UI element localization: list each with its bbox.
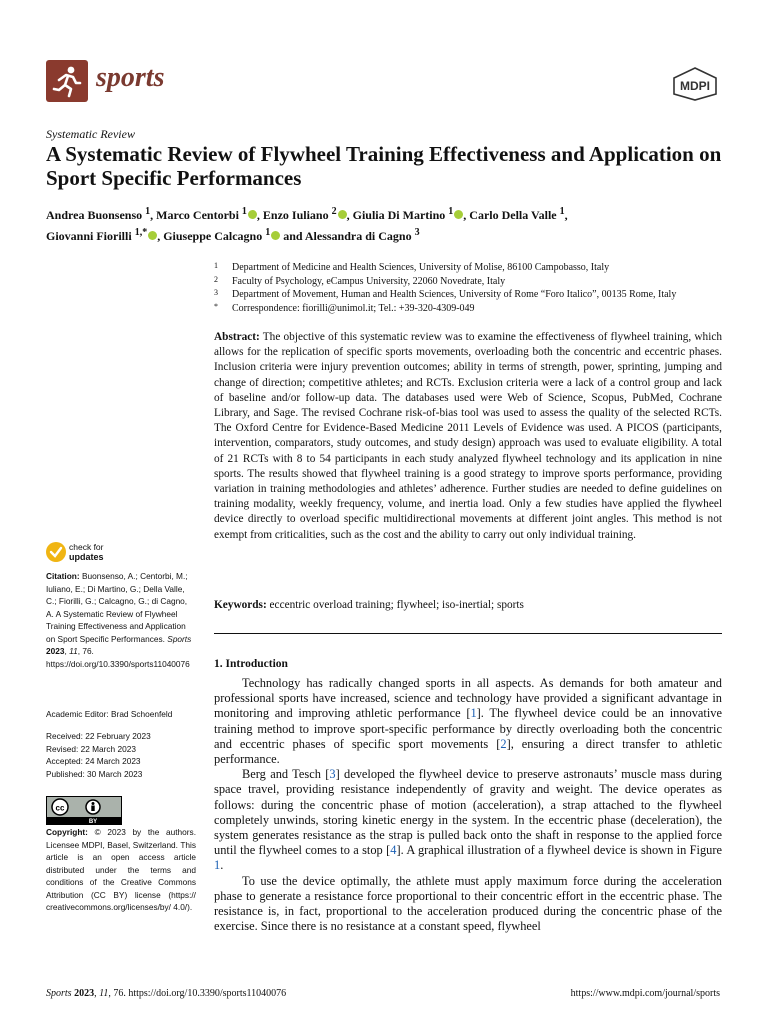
paragraph-text: . (220, 858, 224, 873)
author-name: Giovanni Fiorilli (46, 229, 135, 243)
check-updates-icon (46, 542, 66, 562)
keywords (214, 598, 722, 613)
orcid-icon[interactable] (271, 231, 280, 240)
orcid-icon[interactable] (338, 210, 347, 219)
orcid-icon[interactable] (248, 210, 257, 219)
author-name: Andrea Buonsenso (46, 208, 146, 222)
correspondence (214, 302, 734, 316)
author-affil-sup: 1 (559, 206, 565, 217)
copyright-label: Copyright: (46, 827, 88, 837)
footer-doi[interactable]: , 76. https://doi.org/10.3390/sports11040076 (108, 988, 287, 999)
footer-citation: Sports 2023, 11, 76. https://doi.org/10.3390/sports11040076 (46, 988, 287, 999)
abstract-label: Abstract: (214, 331, 260, 343)
cc-by-license-icon[interactable] (46, 796, 122, 825)
affiliation-item (214, 261, 734, 275)
paragraph: To use the device optimally, the athlete must apply maximum force during the acceleration phase to generate a resistance force proportional to their concentric effort in the eccentric phase. The resistance is, in fact, proportional to the acceleration produced during the concentric phase of the exercise. Since there is no resistance at a constant speed, flywheel (214, 873, 722, 934)
dates-block (46, 730, 196, 780)
citation-doi[interactable]: , 76. https://doi.org/10.3390/sports11040076 (46, 646, 190, 669)
article-type: Systematic Review (46, 127, 135, 141)
check-updates-line: updates (69, 551, 104, 562)
author-name: , Enzo Iuliano (256, 208, 332, 222)
journal-logo-icon (46, 60, 88, 102)
section-heading: 1. Introduction (214, 658, 288, 670)
affiliation-text[interactable]: Correspondence: fiorilli@unimol.it; Tel.: +39-320-4309-049 (232, 302, 475, 314)
affiliation-number: 2 (214, 274, 218, 284)
paragraph (214, 676, 722, 767)
affiliation-number: 1 (214, 261, 218, 270)
figure-link[interactable]: 1 (214, 858, 221, 873)
orcid-icon[interactable] (148, 231, 157, 240)
received-date: Received: 22 February 2023 (46, 731, 151, 741)
citation-link[interactable]: 3 (329, 767, 336, 782)
copyright-block (46, 826, 196, 914)
paragraph-text: Berg and Tesch [ (242, 767, 330, 782)
keywords-label: Keywords: (214, 599, 267, 611)
keywords-text: eccentric overload training; flywheel; iso-inertial; sports (266, 599, 524, 611)
author-separator: , (564, 208, 568, 222)
check-updates-label (69, 543, 104, 562)
citation-label: Citation: (46, 571, 80, 581)
section-divider (214, 633, 722, 634)
footer-journal-url[interactable]: https://www.mdpi.com/journal/sports (570, 988, 720, 999)
affiliation-text: Department of Movement, Human and Health Sciences, University of Rome “Foro Italico”, 00135 Rome, Italy (232, 289, 677, 300)
check-for-updates-badge[interactable] (46, 542, 118, 566)
paragraph-text: ]. The flywheel device could be an innovative training method to improve sport-specific performance by directly overloading both the concentric and eccentric phases of specific sport movements [ (214, 706, 722, 751)
affiliation-text: Faculty of Psychology, eCampus University, 22060 Novedrate, Italy (232, 275, 506, 287)
paragraph (214, 767, 722, 873)
orcid-icon[interactable] (454, 210, 463, 219)
paragraph-text: ] developed the flywheel device to preserve astronauts’ muscle mass during space travel, providing resistance independently of gravity and weight. The device operates as follows: during the concentric phase of motion (acceleration), a strap attached to the flywheel completely unwinds, storing kinetic energy in the system. In the eccentric phase (deceleration), the system generates resistance as the strap is pulled back onto the shaft in response to the applied force until the flywheel comes to a stop [ (214, 767, 722, 858)
citation-link[interactable]: 2 (500, 736, 507, 751)
author-affil-sup: 2 (331, 206, 337, 217)
svg-text:cc: cc (55, 803, 65, 813)
cc-by-label: BY (88, 819, 98, 824)
publisher-name: MDPI (680, 79, 710, 93)
affiliations (214, 261, 734, 315)
author-name: , Carlo Della Valle (463, 208, 560, 222)
footer-journal: Sports (46, 988, 72, 999)
affiliation-item (214, 275, 734, 289)
author-name: and Alessandra di Cagno (280, 229, 415, 243)
author-affil-sup: 1 (145, 206, 151, 217)
paragraph-text: Technology has radically changed sports in all aspects. As demands for both amateur and professional sports have increased, science and technology have provided a significant advantage in monitoring and improving athletic performance [ (214, 676, 722, 721)
author-affil-sup: 1 (265, 227, 271, 238)
check-updates-line: check for (69, 542, 104, 552)
author-affil-sup: 3 (414, 227, 420, 238)
citation-year: 2023 (46, 646, 65, 656)
accepted-date: Accepted: 24 March 2023 (46, 756, 141, 766)
citation-text: Buonsenso, A.; Centorbi, M.; Iuliano, E.; Di Martino, G.; Della Valle, C.; Fiorilli, G.; Calcagno, G.; di Cagno, A. A Systematic Review of Flywheel Training Effectiveness and Application on Sport Specific Performances. (46, 571, 188, 644)
introduction-body (214, 676, 722, 934)
academic-editor: Academic Editor: Brad Schoenfeld (46, 709, 173, 719)
footer-year: 2023 (74, 988, 95, 999)
author-name: , Giuseppe Calcagno (157, 229, 266, 243)
copyright-text: © 2023 by the authors. Licensee MDPI, Basel, Switzerland. This article is an open access article distributed under the terms and conditions of the Creative Commons Attribution (CC BY) license (https:// creativecommons.org/licenses/by/ 4.0/). (46, 827, 196, 912)
affiliation-number: * (214, 301, 218, 311)
article-title: A Systematic Review of Flywheel Training Effectiveness and Application on Sport Specific Performances (46, 142, 722, 190)
author-affil-sup: 1,* (134, 227, 148, 238)
citation-link[interactable]: 4 (390, 843, 397, 858)
affiliation-text: Department of Medicine and Health Sciences, University of Molise, 86100 Campobasso, Italy (232, 262, 610, 273)
mdpi-logo-icon (670, 66, 720, 102)
citation-link[interactable]: 1 (470, 706, 477, 721)
paragraph-text: ]. A graphical illustration of a flywheel device is shown in Figure (396, 843, 722, 858)
paragraph-text: ], ensuring a direct transfer to athletic performance. (214, 736, 722, 767)
affiliation-number: 3 (214, 288, 218, 297)
footer-volume: 11 (99, 988, 109, 999)
author-name: , Marco Centorbi (150, 208, 242, 222)
journal-name: sports (96, 62, 165, 93)
author-affil-sup: 1 (241, 206, 247, 217)
affiliation-item (214, 288, 734, 302)
abstract-text: The objective of this systematic review was to examine the effectiveness of flywheel training, which allows for the replication of specific sports movements, overloading both the concentric and eccentric phases. Inclusion criteria were injury prevention outcomes; ability in terms of strength, power, sprinting, jumping and change of direction; competitive athletes; and RCTs. Exclusion criteria were a lack of a control group and lack of baseline and/or follow-up data. The databases used were Web of Science, Scopus, PubMed, Cochrane Library, and Sage. The revised Cochrane risk-of-bias tool was used to assess the quality of the selected RCTs. The Oxford Centre for Evidence-Based Medicine 2011 Levels of Evidence was used. A PICOS (participants, intervention, comparators, study outcomes, and study design) approach was used to evaluate eligibility. A total of 21 RCTs with 8 to 54 participants in each study analyzed flywheel technology and its application in nine sports. The results showed that flywheel training is a good strategy to improve sports performance, providing variation in training methodologies and athletes’ adherence. Further studies are needed to define guidelines on training modality, weekly frequency, volume, and inertia load. Only a few studies have applied the flywheel device directly to overload specific multidirectional movements at different joint angles. This method is not exempt from criticalities, such as the cost and the ability to carry out only individual training. (214, 331, 722, 541)
published-date: Published: 30 March 2023 (46, 768, 143, 779)
citation-block: Citation: Buonsenso, A.; Centorbi, M.; Iuliano, E.; Di Martino, G.; Della Valle, C.; Fiorilli, G.; Calcagno, G.; di Cagno, A. A Systematic Review of Flywheel Training Effectiveness and Application on Sport Specific Performances. Sports 2023, 11, 76. https://doi.org/10.3390/sports11040076 (46, 571, 192, 669)
abstract (214, 330, 722, 543)
author-name: , Giulia Di Martino (346, 208, 449, 222)
author-list (46, 203, 736, 245)
citation-volume: 11 (69, 646, 78, 656)
citation-journal: Sports (167, 633, 192, 644)
revised-date: Revised: 22 March 2023 (46, 743, 136, 754)
author-affil-sup: 1 (448, 206, 454, 217)
